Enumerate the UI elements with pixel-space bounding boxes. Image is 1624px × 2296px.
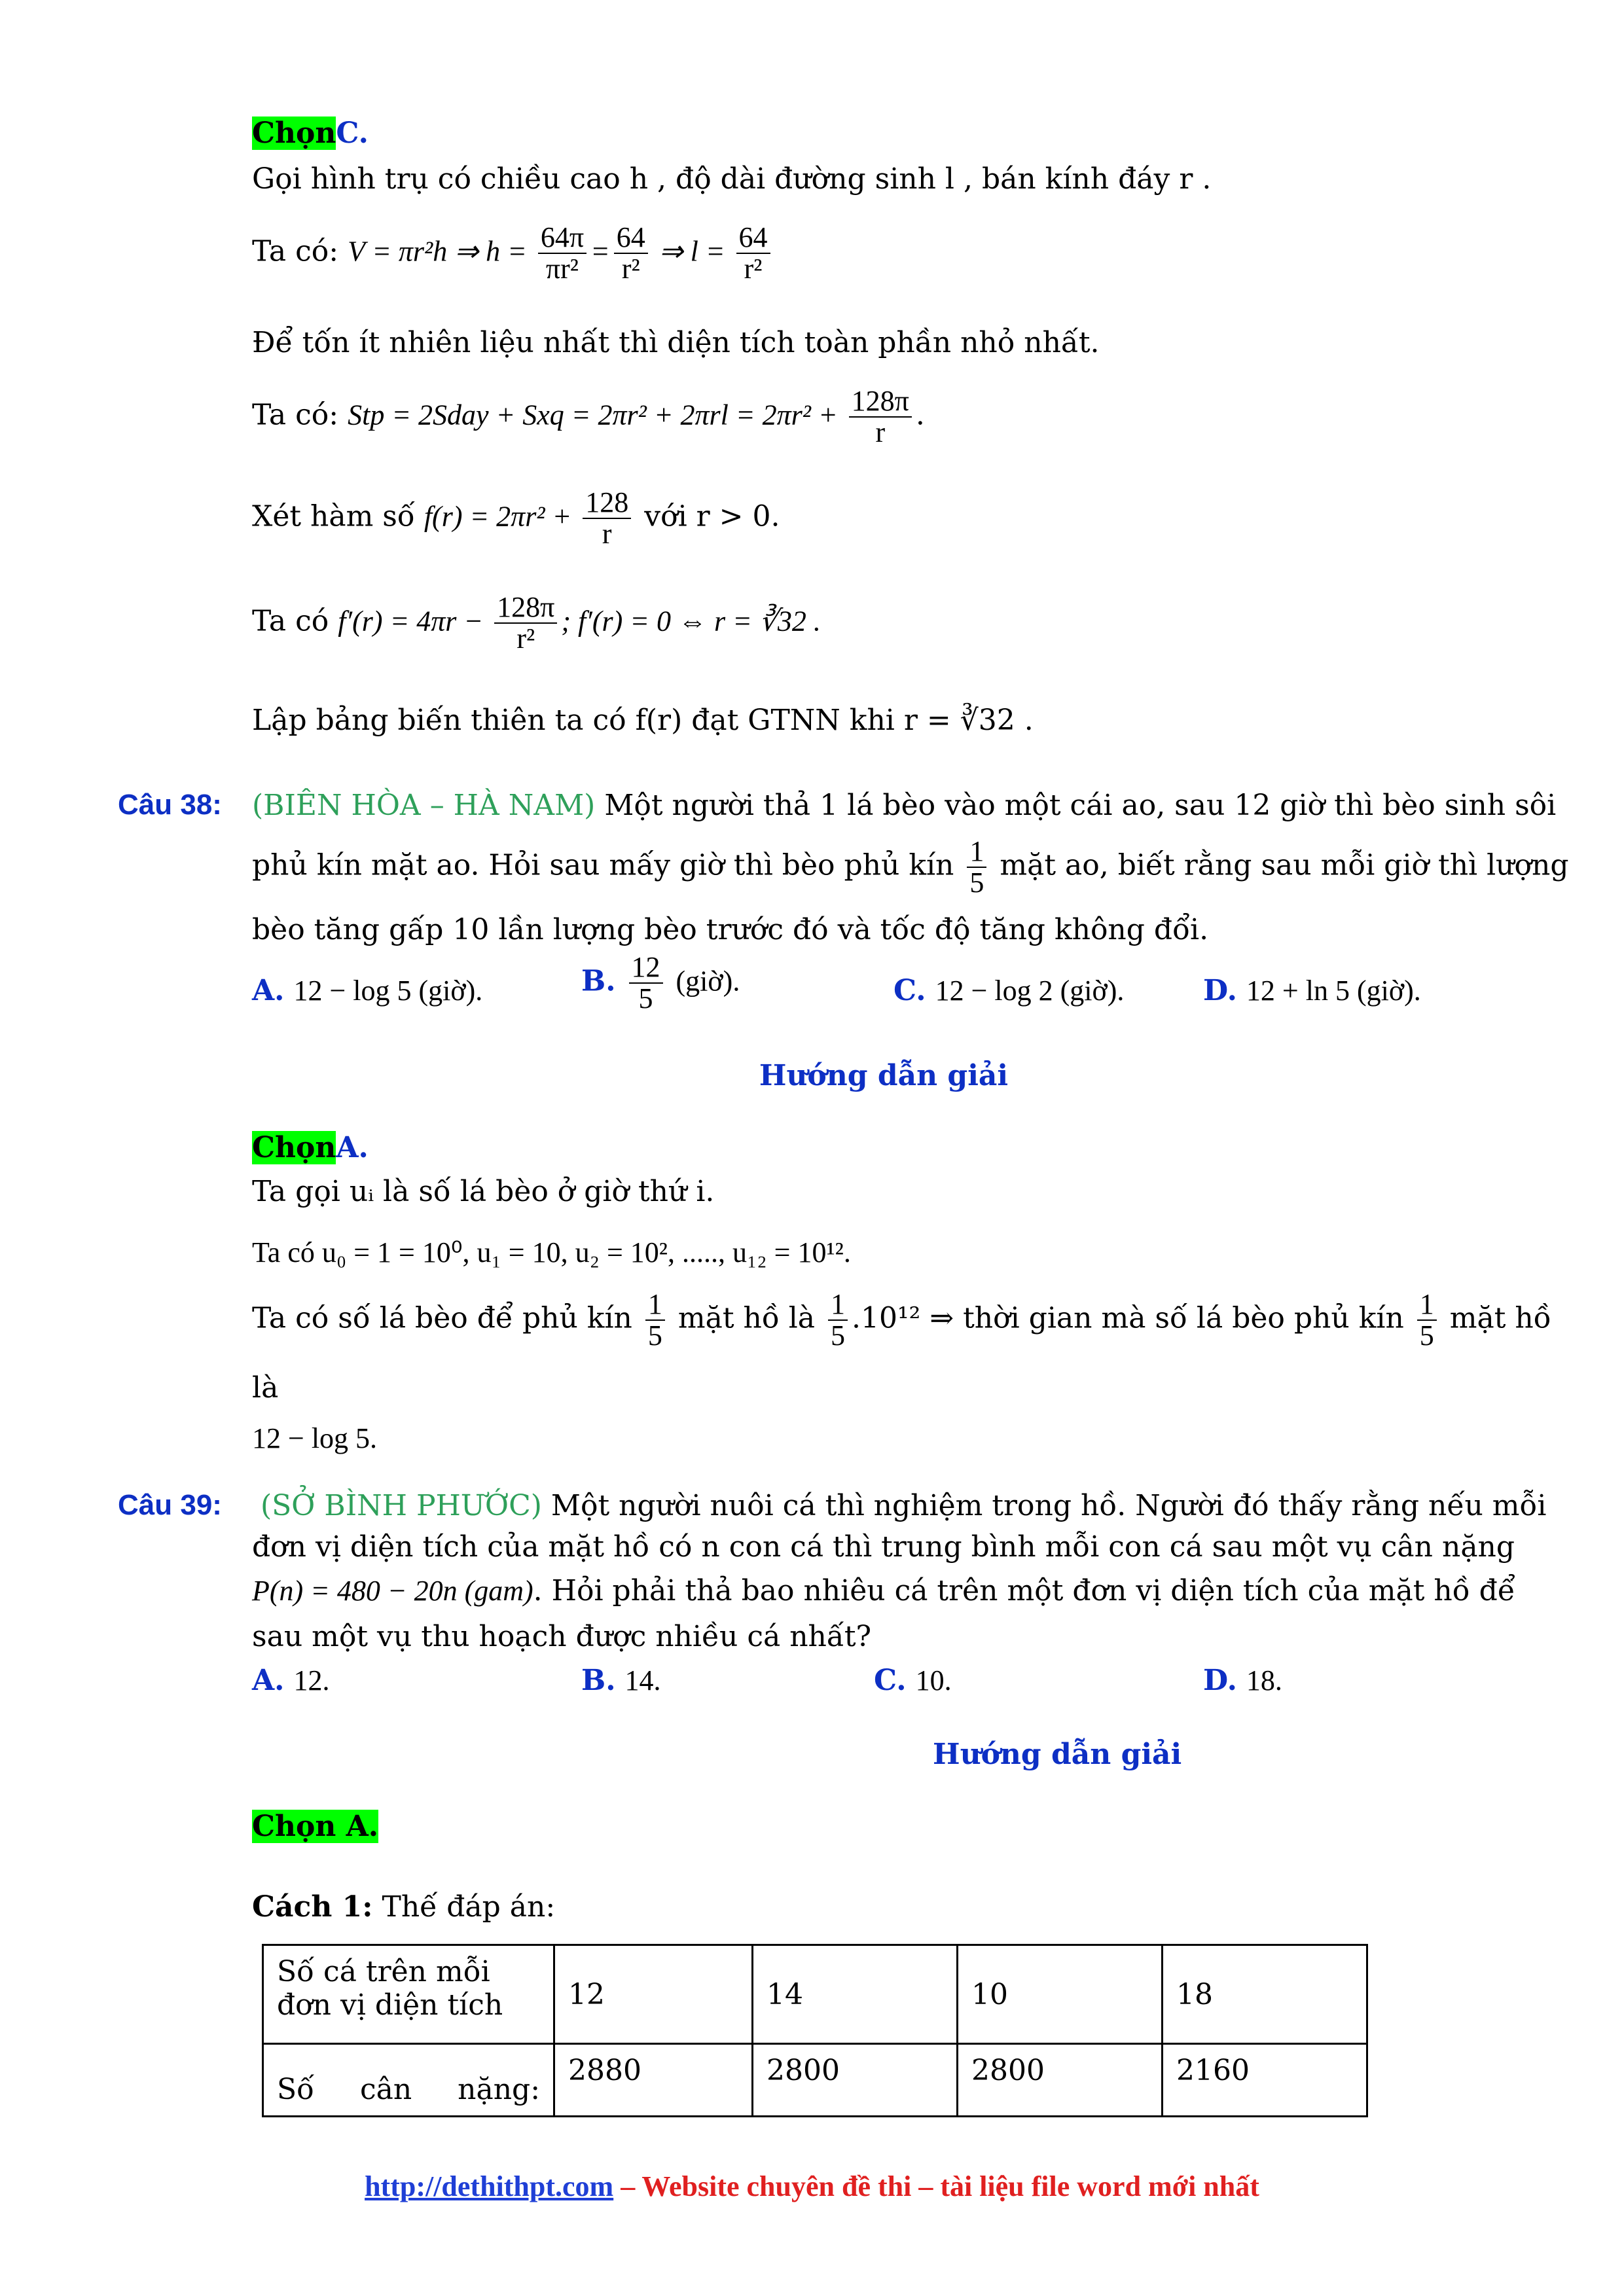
option-d[interactable]: D. 12 + ln 5 (giờ). [1203,974,1421,1007]
q38-text1: (BIÊN HÒA – HÀ NAM) Một người thả 1 lá bèo vào một cái ao, sau 12 giờ thì bèo sinh sôi [252,789,1557,822]
sol37-line3: Để tốn ít nhiên liệu nhất thì diện tích toàn phần nhỏ nhất. [252,326,1100,359]
fraction: $\frac{64\pi}{\text{πr²}}$ [538,223,586,284]
option-b[interactable]: B. 14. [581,1664,661,1697]
table-cell: 14 [753,1945,958,2044]
question-source: (SỞ BÌNH PHƯỚC) [261,1489,542,1522]
fraction: $\frac{128\pi}{\text{r²}}$ [494,592,557,654]
fraction: $\frac{128\pi}{r}$ [849,386,912,448]
fraction: $\frac{1}{5}$ [645,1289,665,1351]
table-row [263,1945,1367,2044]
sol37-line1: Gọi hình trụ có chiều cao h , độ dài đường sinh l , bán kính đáy r . [252,162,1212,196]
q39-text1: (SỞ BÌNH PHƯỚC) Một người nuôi cá thì nghiệm trong hồ. Người đó thấy rằng nếu mỗi [261,1489,1547,1522]
option-a[interactable]: A. 12 − log 5 (giờ). [252,974,483,1007]
guide-heading-39: Hướng dẫn giải [933,1738,1182,1771]
q38-sol4: là [252,1371,279,1405]
q38-sol1: Ta gọi uᵢ là số lá bèo ở giờ thứ i. [252,1175,715,1208]
table-cell: 10 [958,1945,1163,2044]
sol37-line2: Ta có: V = πr²h ⇒ h = $\frac{64\pi}{\text{πr²}}$ = $\frac{64}{\text{r²}}$ ⇒ l = $\frac{64}{\text{r²}}$ [252,223,774,284]
table-cell: 18 [1163,1945,1367,2044]
chosen-label: Chọn [252,117,336,150]
footer-text: – Website chuyên đề thi – tài liệu file word mới nhất [613,2170,1259,2202]
sol37-line5: Xét hàm số f(r) = 2πr² + $\frac{128}{r}$ với r > 0. [252,486,780,550]
guide-heading-38: Hướng dẫn giải [759,1059,1009,1092]
option-c[interactable]: C. 12 − log 2 (giờ). [893,974,1125,1007]
option-b[interactable]: B. $\frac{12}{5}$ (giờ). [581,951,740,1015]
option-a[interactable]: A. 12. [252,1664,330,1697]
option-c[interactable]: C. 10. [874,1664,952,1697]
table-cell: 2160 [1163,2044,1367,2117]
question-source: (BIÊN HÒA – HÀ NAM) [252,789,596,822]
sol37-line7: Lập bảng biến thiên ta có f(r) đạt GTNN khi r = ∛32 . [252,704,1034,737]
choice-line-37 [252,117,369,150]
chosen-letter: C. [336,117,369,150]
answer-table [262,1944,1368,2117]
table-cell: 2880 [554,2044,753,2117]
website-link[interactable]: http://dethithpt.com [365,2170,614,2202]
q38-text3: bèo tăng gấp 10 lần lượng bèo trước đó và tốc độ tăng không đổi. [252,913,1209,946]
q39-text2: đơn vị diện tích của mặt hồ có n con cá thì trung bình mỗi con cá sau một vụ cân nặng [252,1530,1515,1564]
choice-line-38: ChọnA. [252,1131,369,1164]
table-cell: 2800 [753,2044,958,2117]
table-head-cell: Số cá trên mỗi đơn vị diện tích [263,1945,554,2044]
q38-sol5: 12 − log 5. [252,1422,378,1454]
question-39-label: Câu 39: [118,1489,222,1521]
fraction: $\frac{64}{\text{r²}}$ [736,223,770,284]
question-38-label: Câu 38: [118,789,222,821]
q38-sol2: Ta có u₀ = 1 = 10⁰, u₁ = 10, u₂ = 10², ....., u₁₂ = 10¹². [252,1236,851,1268]
sol37-line4: Ta có: Stp = 2Sday + Sxq = 2πr² + 2πrl = 2πr² + $\frac{128\pi}{r}$ . [252,385,925,449]
option-d[interactable]: D. 18. [1203,1664,1282,1697]
q38-text2: phủ kín mặt ao. Hỏi sau mấy giờ thì bèo phủ kín $\frac{1}{5}$ mặt ao, biết rằng sau mỗi giờ thì lượng [252,835,1569,899]
fraction: $\frac{12}{5}$ [629,952,663,1014]
fraction: $\frac{128}{r}$ [583,488,631,549]
page-footer [0,2170,1624,2203]
fraction: $\frac{1}{5}$ [828,1289,848,1351]
method-line: Cách 1: Thế đáp án: [252,1890,556,1924]
q38-sol3: Ta có số lá bèo để phủ kín $\frac{1}{5}$ mặt hồ là $\frac{1}{5}$ .10¹² ⇒ thời gian mà số lá bèo phủ kín $\frac{1}{5}$ mặt hồ [252,1288,1551,1352]
fraction: $\frac{1}{5}$ [1417,1289,1437,1351]
table-cell: 12 [554,1945,753,2044]
fraction: $\frac{1}{5}$ [967,836,986,898]
sol37-line6: Ta có f′(r) = 4πr − $\frac{128\pi}{\text{r²}}$ ; f′(r) = 0 ⇔ r = ∛32 . [252,591,821,655]
q39-text3: P(n) = 480 − 20n (gam). Hỏi phải thả bao nhiêu cá trên một đơn vị diện tích của mặt hồ để [252,1574,1515,1607]
table-row [263,2044,1367,2117]
choice-line-39: Chọn A. [252,1810,379,1843]
fraction: $\frac{64}{\text{r²}}$ [614,223,648,284]
q39-text4: sau một vụ thu hoạch được nhiều cá nhất? [252,1620,872,1653]
table-head-cell: Số cân nặng: [263,2044,554,2117]
table-cell: 2800 [958,2044,1163,2117]
